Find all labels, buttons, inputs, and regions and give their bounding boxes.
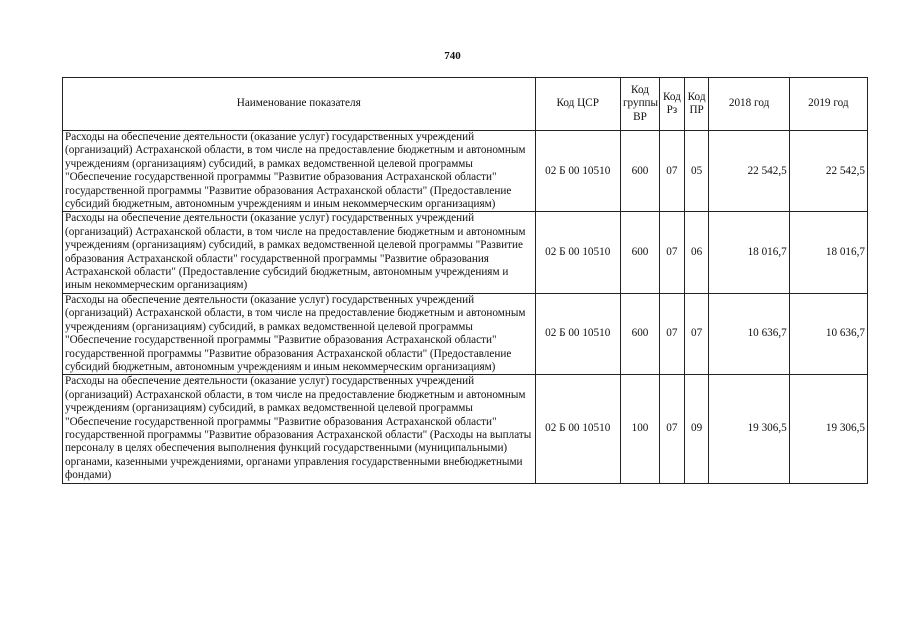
row-group-vr: 600 — [620, 293, 659, 374]
row-pr: 06 — [684, 212, 709, 293]
row-2019: 18 016,7 — [789, 212, 867, 293]
row-name: Расходы на обеспечение деятельности (оказание услуг) государственных учреждений (организаций) Астраханской области, в том числе на предоставление бюджетным и автономным учреждениям (организациям) субсидий, в рамках ведомственной целевой программы "Развитие образования Астраханской области" государственной программы "Развитие образования Астраханской области" (Предоставление субсидий бюджетным, автономным учреждениям и иным некоммерческим организациям) — [63, 212, 536, 293]
header-group-vr: Код группы ВР — [620, 78, 659, 131]
row-2019: 22 542,5 — [789, 131, 867, 212]
row-csr: 02 Б 00 10510 — [535, 212, 620, 293]
header-2018: 2018 год — [709, 78, 789, 131]
row-2019: 19 306,5 — [789, 375, 867, 483]
row-rz: 07 — [660, 375, 685, 483]
row-csr: 02 Б 00 10510 — [535, 375, 620, 483]
table-header-row — [63, 78, 868, 131]
row-2018: 10 636,7 — [709, 293, 789, 374]
table-row — [63, 212, 868, 293]
page-number: 740 — [444, 50, 461, 62]
header-rz: Код Рз — [660, 78, 685, 131]
header-pr: Код ПР — [684, 78, 709, 131]
header-2019: 2019 год — [789, 78, 867, 131]
row-pr: 09 — [684, 375, 709, 483]
row-2018: 22 542,5 — [709, 131, 789, 212]
table-row — [63, 293, 868, 374]
row-name: Расходы на обеспечение деятельности (оказание услуг) государственных учреждений (организаций) Астраханской области, в том числе на предоставление бюджетным и автономным учреждениям (организациям) субсидий, в рамках ведомственной целевой программы "Обеспечение государственной программы "Развитие образования Астраханской области" государственной программы "Развитие образования Астраханской области" (Расходы на выплаты персоналу в целях обеспечения выполнения функций государственными (муниципальными) органами, казенными учреждениями, органами управления государственными внебюджетными фондами) — [63, 375, 536, 483]
row-group-vr: 600 — [620, 212, 659, 293]
table-row — [63, 375, 868, 483]
row-2018: 18 016,7 — [709, 212, 789, 293]
row-pr: 05 — [684, 131, 709, 212]
row-rz: 07 — [660, 131, 685, 212]
header-csr: Код ЦСР — [535, 78, 620, 131]
row-pr: 07 — [684, 293, 709, 374]
row-2019: 10 636,7 — [789, 293, 867, 374]
row-csr: 02 Б 00 10510 — [535, 293, 620, 374]
row-rz: 07 — [660, 293, 685, 374]
row-name: Расходы на обеспечение деятельности (оказание услуг) государственных учреждений (организаций) Астраханской области, в том числе на предоставление бюджетным и автономным учреждениям (организациям) субсидий, в рамках ведомственной целевой программы "Обеспечение государственной программы "Развитие образования Астраханской области" государственной программы "Развитие образования Астраханской области" (Предоставление субсидий бюджетным, автономным учреждениям и иным некоммерческим организациям) — [63, 293, 536, 374]
row-group-vr: 100 — [620, 375, 659, 483]
table-row — [63, 131, 868, 212]
row-2018: 19 306,5 — [709, 375, 789, 483]
row-name: Расходы на обеспечение деятельности (оказание услуг) государственных учреждений (организаций) Астраханской области, в том числе на предоставление бюджетным и автономным учреждениям (организациям) субсидий, в рамках ведомственной целевой программы "Обеспечение государственной программы "Развитие образования Астраханской области" государственной программы "Развитие образования Астраханской области" (Предоставление субсидий бюджетным, автономным учреждениям и иным некоммерческим организациям) — [63, 131, 536, 212]
header-name: Наименование показателя — [63, 78, 536, 131]
row-rz: 07 — [660, 212, 685, 293]
budget-table — [62, 77, 868, 484]
row-csr: 02 Б 00 10510 — [535, 131, 620, 212]
row-group-vr: 600 — [620, 131, 659, 212]
